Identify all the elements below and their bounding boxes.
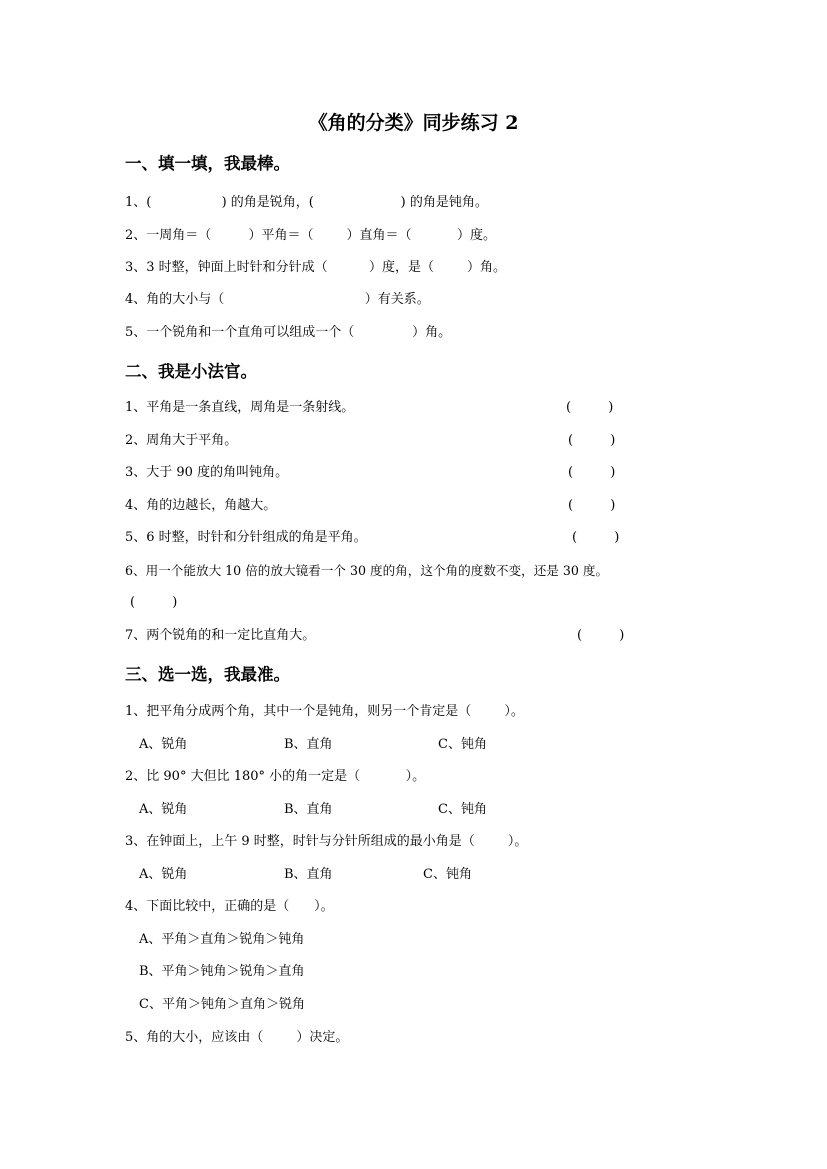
page-title: 《角的分类》同步练习 2 — [308, 112, 519, 134]
choice-4-option-a: A、平角＞直角＞锐角＞钝角 — [139, 932, 305, 947]
judge-item-3: 3、大于 90 度的角叫钝角。 — [125, 465, 289, 480]
judge-item-1: 1、平角是一条直线，周角是一条射线。 — [125, 400, 355, 415]
choice-3-option-a: A、锐角 — [139, 867, 188, 882]
judge-item-2: 2、周角大于平角。 — [125, 433, 238, 448]
choice-question-1: 1、把平角分成两个角，其中一个是钝角，则另一个肯定是（ ）。 — [125, 704, 524, 719]
fill-item-1: 1、( ) 的角是锐角，( ) 的角是钝角。 — [125, 195, 488, 210]
judge-item-7-mark: ( ) — [577, 628, 625, 643]
choice-4-option-b: B、平角＞钝角＞锐角＞直角 — [139, 964, 305, 979]
judge-item-2-mark: ( ) — [568, 433, 616, 448]
choice-1-option-a: A、锐角 — [139, 737, 188, 752]
fill-item-3: 3、3 时整，钟面上时针和分针成（ ）度，是（ ）角。 — [125, 260, 507, 275]
choice-3-option-b: B、直角 — [284, 867, 333, 882]
section3-heading: 三、选一选，我最准。 — [125, 665, 290, 684]
choice-1-option-c: C、钝角 — [438, 737, 487, 752]
section1-heading: 一、填一填，我最棒。 — [125, 154, 290, 173]
choice-2-option-c: C、钝角 — [438, 802, 487, 817]
fill-item-4: 4、角的大小与（ ）有关系。 — [125, 292, 430, 307]
choice-question-2: 2、比 90° 大但比 180° 小的角一定是（ ）。 — [125, 769, 426, 784]
choice-3-option-c: C、钝角 — [423, 867, 472, 882]
judge-item-5: 5、6 时整，时针和分针组成的角是平角。 — [125, 530, 367, 545]
judge-item-6-mark: ( ) — [130, 595, 178, 610]
choice-1-option-b: B、直角 — [284, 737, 333, 752]
judge-item-3-mark: ( ) — [568, 465, 616, 480]
choice-2-option-a: A、锐角 — [139, 802, 188, 817]
judge-item-4: 4、角的边越长，角越大。 — [125, 498, 277, 513]
fill-item-5: 5、一个锐角和一个直角可以组成一个（ ）角。 — [125, 325, 452, 340]
choice-question-4: 4、下面比较中，正确的是（ ）。 — [125, 899, 334, 914]
choice-question-5: 5、角的大小，应该由（ ）决定。 — [125, 1030, 349, 1045]
choice-2-option-b: B、直角 — [284, 802, 333, 817]
choice-question-3: 3、在钟面上，上午 9 时整，时针与分针所组成的最小角是（ ）。 — [125, 834, 528, 849]
judge-item-5-mark: ( ) — [572, 530, 620, 545]
judge-item-7: 7、两个锐角的和一定比直角大。 — [125, 628, 316, 643]
judge-item-6: 6、用一个能放大 10 倍的放大镜看一个 30 度的角，这个角的度数不变，还是 30 度。 — [125, 563, 609, 578]
section2-heading: 二、我是小法官。 — [125, 362, 257, 381]
fill-item-2: 2、一周角＝（ ）平角＝（ ）直角＝（ ）度。 — [125, 228, 496, 243]
judge-item-4-mark: ( ) — [568, 498, 616, 513]
judge-item-1-mark: ( ) — [566, 400, 614, 415]
choice-4-option-c: C、平角＞钝角＞直角＞锐角 — [139, 997, 305, 1012]
